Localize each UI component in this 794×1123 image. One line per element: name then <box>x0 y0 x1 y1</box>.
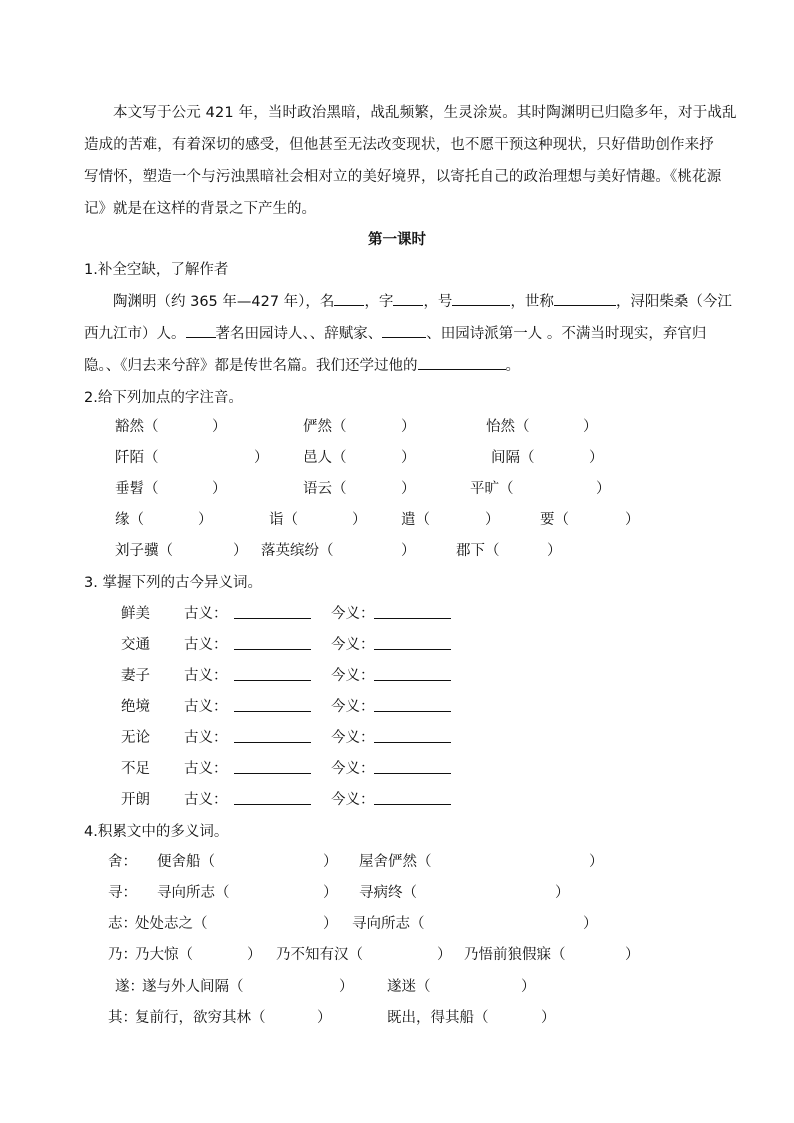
q3-word: 开朗 <box>121 792 150 808</box>
blank-dynasty[interactable] <box>186 323 216 338</box>
blank-zi[interactable] <box>393 291 423 306</box>
q3-jin-label: 今义： <box>331 699 375 715</box>
q1-line-3 <box>84 354 520 375</box>
jin-answer-blank[interactable] <box>374 804 451 805</box>
q2-item: 豁然（ <box>115 419 159 435</box>
q3-word: 不足 <box>121 761 150 777</box>
q2-item-close: ） <box>485 512 500 528</box>
q2-item-close: ） <box>583 419 598 435</box>
intro-line-4: 记》就是在这样的背景之下产生的。 <box>84 201 316 217</box>
q1-text: 。 <box>505 358 520 374</box>
blank-shicheng[interactable] <box>554 291 616 306</box>
q1-text: ，号 <box>423 294 453 310</box>
q1-text: 西九江市）人。 <box>84 326 186 342</box>
q2-item-close: ） <box>547 543 562 559</box>
q2-item: 缘（ <box>115 512 144 528</box>
q2-item: 阡陌（ <box>115 450 159 466</box>
blank-other-work[interactable] <box>418 355 506 370</box>
q4-item-close: ） <box>555 885 570 901</box>
q3-gu-label: 古义： <box>184 606 228 622</box>
q4-item: 寻病终（ <box>359 885 417 901</box>
gu-answer-blank[interactable] <box>234 742 311 743</box>
jin-answer-blank[interactable] <box>374 680 451 681</box>
q3-heading: 3. 掌握下列的古今异义词。 <box>84 575 262 591</box>
q3-jin-label: 今义： <box>331 792 375 808</box>
q4-item: 既出，得其船（ <box>387 1010 489 1026</box>
q4-item: 复前行，欲穷其林（ <box>135 1010 266 1026</box>
gu-answer-blank[interactable] <box>234 711 311 712</box>
q1-text: 著名田园诗人、、辞赋家、 <box>215 326 383 342</box>
q2-item: 语云（ <box>303 481 347 497</box>
q2-item: 诣（ <box>269 512 298 528</box>
q4-item-close: ） <box>437 947 452 963</box>
q3-jin-label: 今义： <box>331 606 375 622</box>
intro-line-1: 本文写于公元 421 年，当时政治黑暗，战乱频繁，生灵涂炭。其时陶渊明已归隐多年，对于战乱 <box>113 105 737 121</box>
gu-answer-blank[interactable] <box>234 680 311 681</box>
q4-item-close: ） <box>583 916 598 932</box>
q4-label-zhi: 志： <box>108 916 137 932</box>
q1-text: ，字 <box>364 294 394 310</box>
q3-gu-label: 古义： <box>184 668 228 684</box>
q4-heading: 4.积累文中的多义词。 <box>84 824 229 840</box>
q2-item: 平旷（ <box>470 481 514 497</box>
q2-item-close: ） <box>401 419 416 435</box>
blank-hao[interactable] <box>452 291 510 306</box>
q2-item: 要（ <box>540 512 569 528</box>
q4-item-close: ） <box>323 916 338 932</box>
q3-jin-label: 今义： <box>331 761 375 777</box>
q4-item: 乃悟前狼假寐（ <box>464 947 566 963</box>
q4-label-she: 舍： <box>108 854 137 870</box>
q3-gu-label: 古义： <box>184 637 228 653</box>
q2-item-close: ） <box>233 543 248 559</box>
q3-gu-label: 古义： <box>184 761 228 777</box>
q2-item-close: ） <box>625 512 640 528</box>
q4-item: 遂迷（ <box>387 979 431 995</box>
q2-item: 落英缤纷（ <box>261 543 334 559</box>
jin-answer-blank[interactable] <box>374 773 451 774</box>
gu-answer-blank[interactable] <box>234 773 311 774</box>
q1-text: 陶渊明（约 365 年—427 年），名 <box>113 294 335 310</box>
q4-item: 乃不知有汉（ <box>276 947 363 963</box>
q2-heading: 2.给下列加点的字注音。 <box>84 390 243 406</box>
q4-item: 寻向所志（ <box>157 885 230 901</box>
gu-answer-blank[interactable] <box>234 649 311 650</box>
jin-answer-blank[interactable] <box>374 711 451 712</box>
q2-item-close: ） <box>212 481 227 497</box>
q4-label-nai: 乃： <box>108 947 137 963</box>
intro-line-3: 写情怀，塑造一个与污浊黑暗社会相对立的美好境界，以寄托自己的政治理想与美好情趣。《桃花源 <box>84 169 722 185</box>
q3-word: 妻子 <box>121 668 150 684</box>
q2-item-close: ） <box>401 450 416 466</box>
q2-item-close: ） <box>352 512 367 528</box>
q1-line-2 <box>84 322 706 343</box>
q2-item-close: ） <box>198 512 213 528</box>
q2-item-close: ） <box>401 481 416 497</box>
q2-item-close: ） <box>254 450 269 466</box>
section-title: 第一课时 <box>368 232 426 248</box>
q4-item-close: ） <box>323 854 338 870</box>
q2-item: 遣（ <box>401 512 430 528</box>
q3-word: 绝境 <box>121 699 150 715</box>
q4-label-xun: 寻： <box>108 885 137 901</box>
q3-word: 无论 <box>121 730 150 746</box>
q4-item-close: ） <box>521 979 536 995</box>
q3-jin-label: 今义： <box>331 730 375 746</box>
jin-answer-blank[interactable] <box>374 742 451 743</box>
q1-line-1 <box>113 290 732 311</box>
q4-label-sui: 遂： <box>115 979 144 995</box>
q4-item: 寻向所志（ <box>352 916 425 932</box>
q2-item: 郡下（ <box>456 543 500 559</box>
q3-jin-label: 今义： <box>331 637 375 653</box>
q1-text: 隐。、《归去来兮辞》都是传世名篇。我们还学过他的 <box>84 358 418 374</box>
q3-word: 鲜美 <box>121 606 150 622</box>
q3-word: 交通 <box>121 637 150 653</box>
blank-title[interactable] <box>382 323 426 338</box>
q4-item-close: ） <box>541 1010 556 1026</box>
q3-gu-label: 古义： <box>184 730 228 746</box>
q4-item-close: ） <box>339 979 354 995</box>
q2-item: 邑人（ <box>303 450 347 466</box>
intro-line-2: 造成的苦难，有着深切的感受，但他甚至无法改变现状，也不愿干预这种现状，只好借助创作来抒 <box>84 137 714 153</box>
q2-item: 间隔（ <box>491 450 535 466</box>
q1-text: ，浔阳柴桑（今江 <box>615 294 732 310</box>
q2-item: 垂髫（ <box>115 481 159 497</box>
q4-item-close: ） <box>589 854 604 870</box>
q4-item: 处处志之（ <box>135 916 208 932</box>
q2-item: 怡然（ <box>486 419 530 435</box>
q1-text: 、田园诗派第一人 。不满当时现实，弃官归 <box>426 326 707 342</box>
q3-gu-label: 古义： <box>184 792 228 808</box>
q4-label-qi: 其： <box>108 1010 137 1026</box>
q4-item: 便舍船（ <box>157 854 215 870</box>
blank-ming[interactable] <box>334 291 364 306</box>
q1-heading: 1.补全空缺，了解作者 <box>84 262 229 278</box>
gu-answer-blank[interactable] <box>234 618 311 619</box>
q2-item-close: ） <box>401 543 416 559</box>
q1-text: ，世称 <box>510 294 554 310</box>
q2-item: 俨然（ <box>303 419 347 435</box>
q3-gu-label: 古义： <box>184 699 228 715</box>
q2-item-close: ） <box>596 481 611 497</box>
q3-jin-label: 今义： <box>331 668 375 684</box>
q4-item: 遂与外人间隔（ <box>142 979 244 995</box>
gu-answer-blank[interactable] <box>234 804 311 805</box>
q4-item: 乃大惊（ <box>135 947 193 963</box>
q2-item-close: ） <box>589 450 604 466</box>
q2-item-close: ） <box>212 419 227 435</box>
q4-item-close: ） <box>317 1010 332 1026</box>
q2-item: 刘子骥（ <box>115 543 173 559</box>
q4-item-close: ） <box>247 947 262 963</box>
q4-item-close: ） <box>323 885 338 901</box>
q4-item: 屋舍俨然（ <box>359 854 432 870</box>
jin-answer-blank[interactable] <box>374 618 451 619</box>
jin-answer-blank[interactable] <box>374 649 451 650</box>
q4-item-close: ） <box>625 947 640 963</box>
